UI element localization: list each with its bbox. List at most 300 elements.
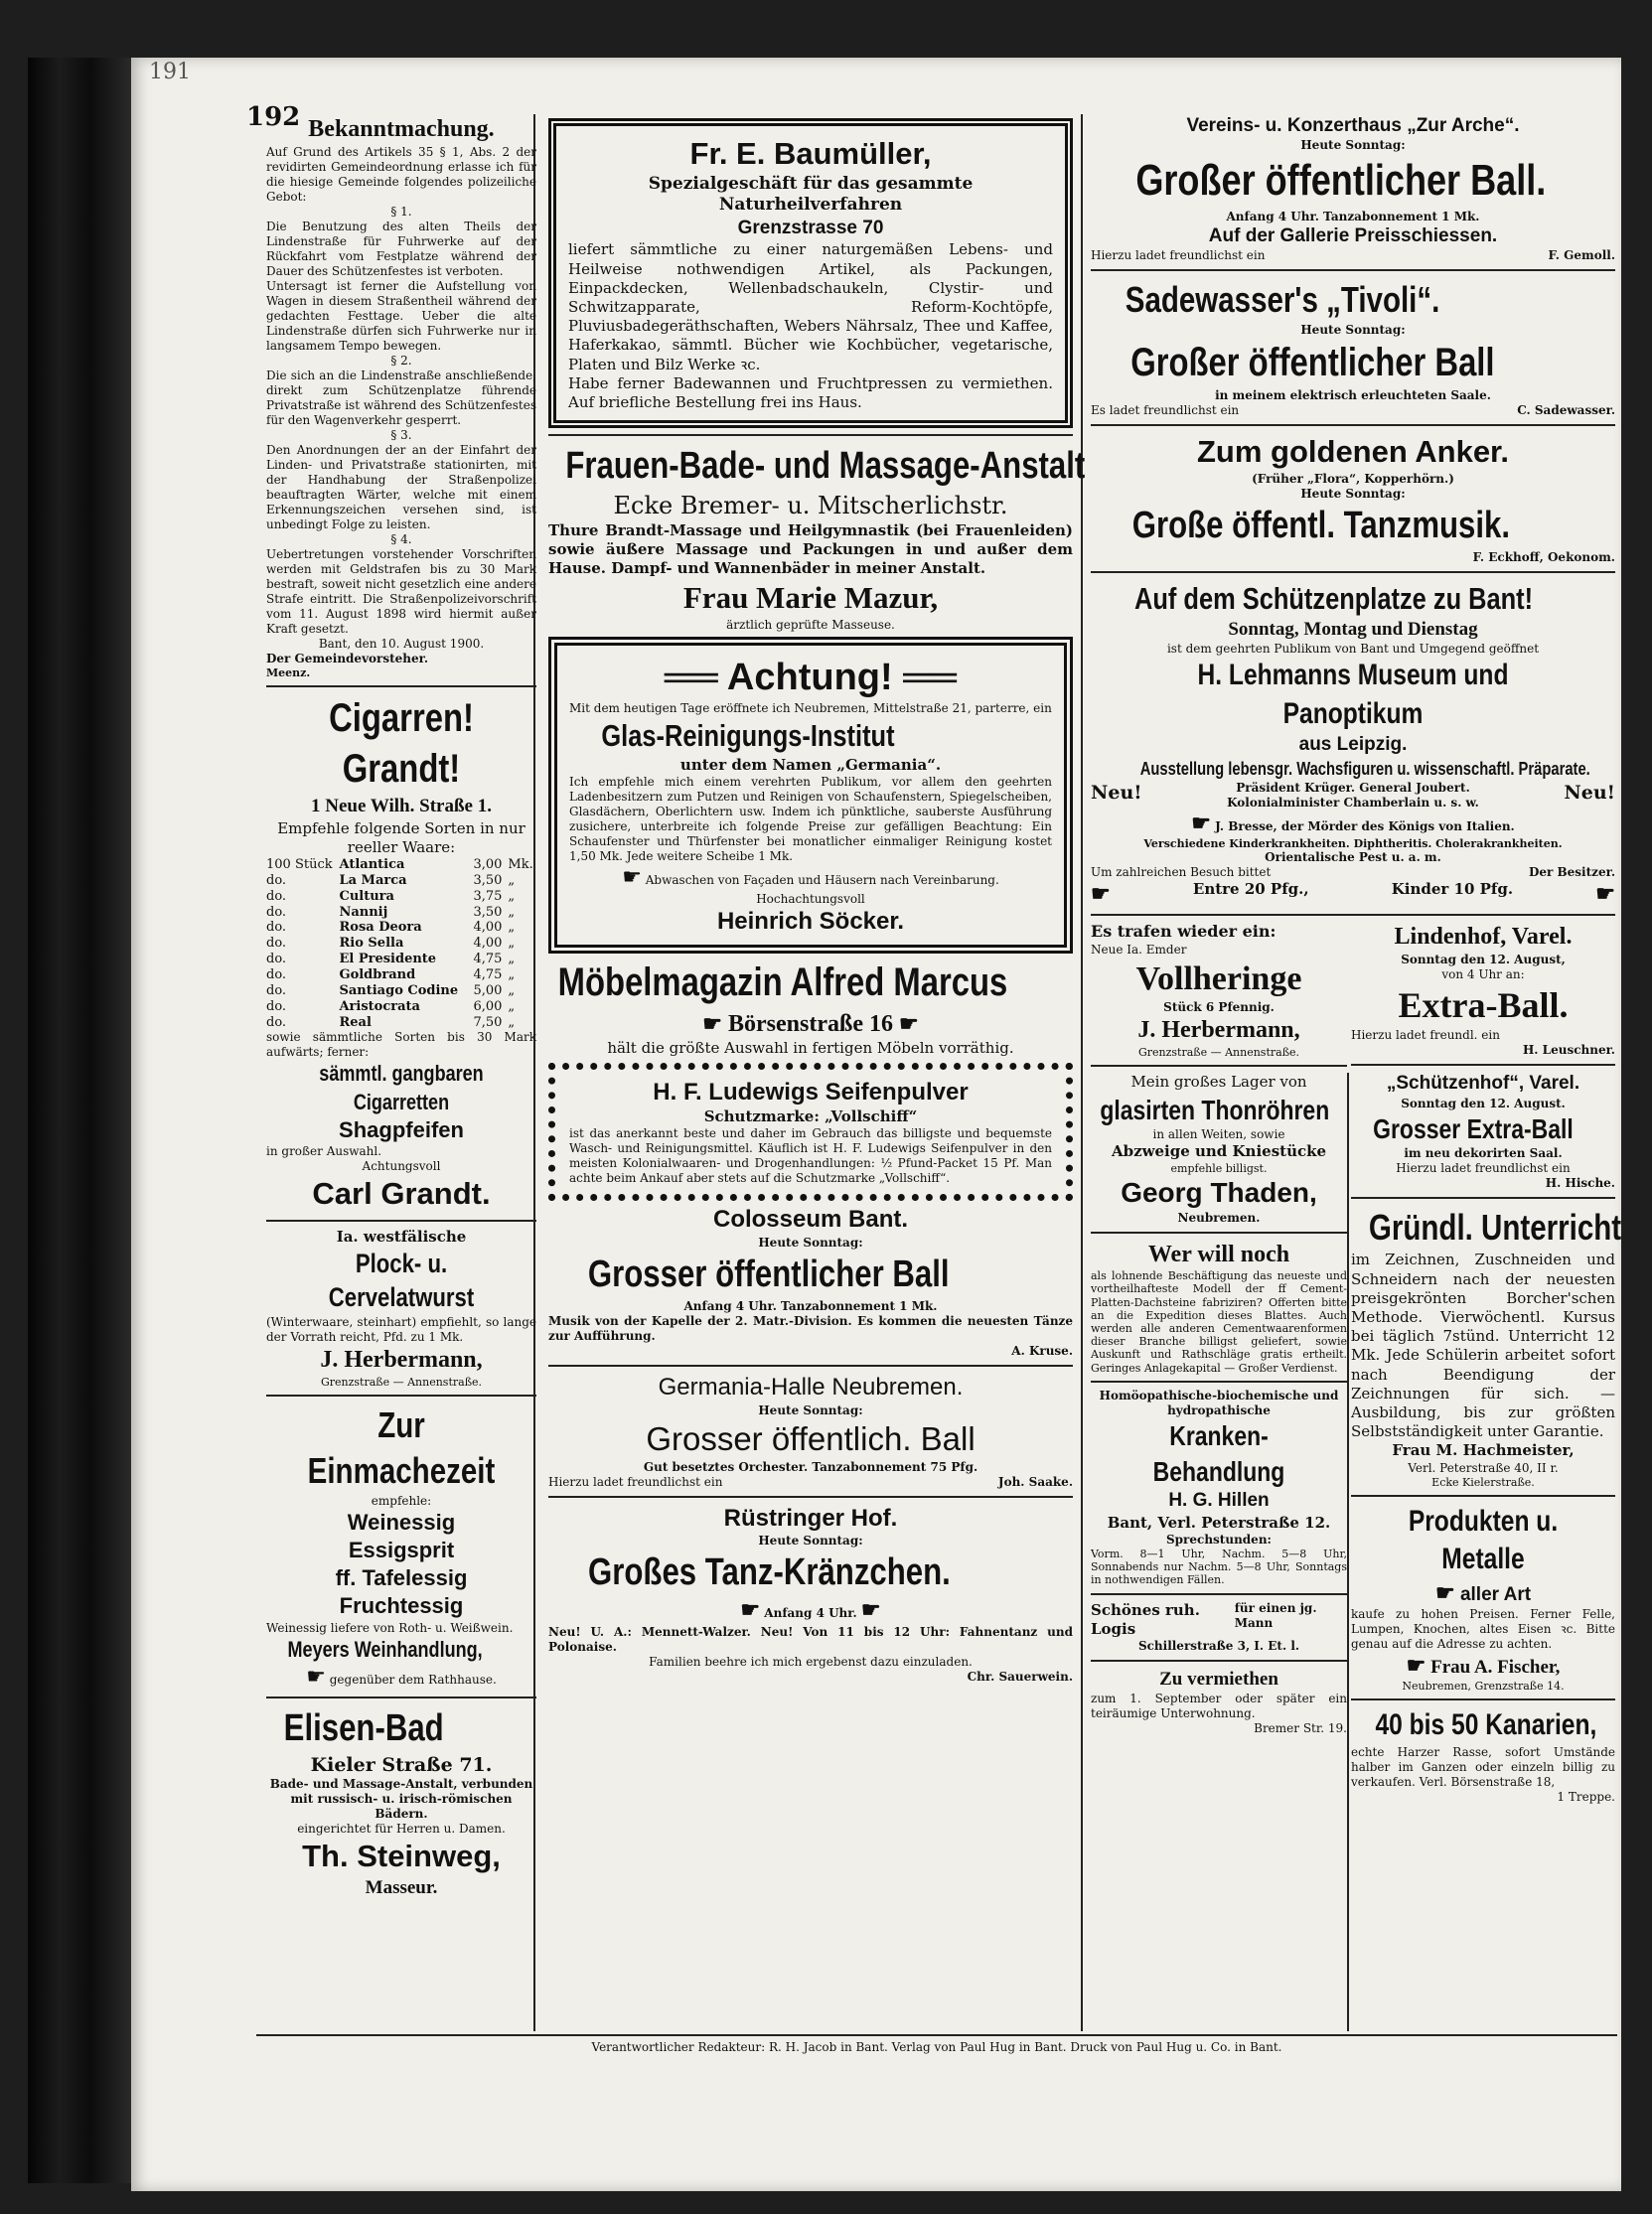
colosseum-line: Anfang 4 Uhr. Tanzabonnement 1 Mk. [683, 1298, 938, 1313]
tivoli-ball: Großer öffentlicher Ball [1130, 341, 1495, 385]
baumueller-sub: Spezialgeschäft für das gesammte Naturheilverfahren [648, 173, 974, 216]
divider [1091, 914, 1615, 916]
moebel-title: Möbelmagazin Alfred Marcus [557, 960, 1008, 1005]
tivoli-sub: Heute Sonntag: [1300, 323, 1406, 338]
ruestringer-start: Anfang 4 Uhr. [764, 1606, 857, 1621]
ruestringer-line: Neu! U. A.: Mennett-Walzer. Neu! Von 11 bis 12 Uhr: Fahnentanz und Polonaise. [548, 1624, 1073, 1654]
hand-icon: ☛ [622, 865, 642, 891]
lindenhof-line: Hierzu ladet freundl. ein [1351, 1028, 1500, 1043]
ruestringer-sub: Heute Sonntag: [758, 1534, 863, 1549]
cigar-price: 6,00 [473, 998, 503, 1014]
frauenbad-title: Frauen-Bade- und Massage-Anstalt [565, 445, 1086, 488]
einmach-text: Weinessig liefere von Roth- u. Weißwein. [266, 1620, 514, 1635]
cigar-unit: Mk. [508, 856, 533, 872]
schuetzen-new-row [1091, 781, 1615, 811]
unterricht-title: Gründl. Unterricht [1368, 1207, 1622, 1249]
achtung-ad [548, 637, 1073, 955]
voll-address: Grenzstraße — Annenstraße. [1137, 1046, 1300, 1060]
hand-icon: ☛ [1595, 881, 1615, 908]
unterricht-address: Ecke Kielerstraße. [1431, 1475, 1535, 1489]
cigar-row [266, 999, 536, 1015]
einmach-title: Zur Einmachezeit [307, 1403, 496, 1491]
frauenbad-ad [548, 442, 1086, 633]
produkten-address: Neubremen, Grenzstraße 14. [1402, 1680, 1565, 1694]
schuetzenhof-title: „Schützenhof“, Varel. [1386, 1073, 1580, 1095]
elisen-note: eingerichtet für Herren u. Damen. [297, 1822, 506, 1837]
divider [1091, 424, 1615, 426]
wurst-title: Plock- u. Cervelatwurst [328, 1248, 475, 1313]
section-number: § 2. [390, 353, 412, 368]
ruestringer-main: Großes Tanz-Kränzchen. [588, 1551, 951, 1594]
cigar-qty: do. [266, 952, 287, 967]
thaden-title: glasirten Thonröhren [1100, 1094, 1330, 1125]
wurst-ad [266, 1228, 536, 1389]
section-number: § 3. [390, 427, 412, 442]
bekanntmachung-sign: Der Gemeindevorsteher. [266, 651, 429, 665]
seife-mark: Schutzmarke: „Vollschiff“ [703, 1107, 918, 1126]
thaden-line: Abzweige und Kniestücke [1111, 1142, 1327, 1161]
cigar-name: Atlantica [339, 856, 405, 872]
divider [548, 434, 1073, 436]
grandt-title: Cigarren! Grandt! [329, 695, 474, 792]
germania-ad [548, 1373, 1073, 1490]
section-text: Den Anordnungen der an der Einfahrt der Linden- und Privatstraße stationirten, mit der Handhabung der Straßenpolizei beauftragten Wärter, welche mit einem Erkennungszeichen versehen sind, ist unbedingt Folge zu leisten. [266, 442, 536, 531]
ruestringer-name: Chr. Sauerwein. [967, 1669, 1073, 1684]
cigar-row [266, 952, 536, 967]
schuetzen-neu: Neu! [1091, 781, 1142, 804]
lindenhof-main: Extra-Ball. [1398, 985, 1569, 1026]
cigar-unit: „ [508, 920, 516, 936]
cigar-price: 5,00 [473, 982, 503, 998]
divider [1091, 1593, 1347, 1595]
wurst-address: Grenzstraße — Annenstraße. [320, 1375, 483, 1389]
wurst-line: Ia. westfälische [336, 1227, 467, 1246]
cigar-row [266, 983, 536, 999]
bekanntmachung [266, 114, 536, 679]
schuetzenhof-line: Hierzu ladet freundlichst ein [1396, 1161, 1571, 1176]
einmach-address: gegenüber dem Rathhause. [329, 1672, 497, 1687]
cigar-unit: „ [508, 982, 516, 998]
einmach-item: Essigsprit [348, 1538, 455, 1563]
schuetzen-price-adult: Entre 20 Pfg., [1192, 880, 1309, 899]
arche-line: Auf der Gallerie Preisschiessen. [1208, 224, 1498, 246]
section-text: Untersagt ist ferner die Aufstellung von Wagen in diesem Straßentheil während der gedachten Festtage. Ueber die alte Lindenstraße dürfen sich Fuhrwerke nur in langsamem Tempo bewegen. [266, 278, 536, 353]
divider [1351, 1064, 1615, 1066]
cigar-row [266, 857, 536, 873]
cigar-price: 3,00 [473, 856, 503, 872]
wurst-name: J. Herbermann, [320, 1346, 483, 1373]
achtung-title: ══ Achtung! ══ [664, 656, 958, 698]
cigar-qty: do. [266, 904, 287, 920]
logis-line: Schönes ruh. Logis [1091, 1600, 1200, 1638]
divider [1091, 571, 1615, 573]
cigar-unit: „ [508, 888, 516, 904]
cigar-name: El Presidente [339, 952, 437, 967]
grandt-address: 1 Neue Wilh. Straße 1. [311, 796, 492, 817]
divider [1351, 1197, 1615, 1199]
schuetzen-line: Verschiedene Kinderkrankheiten. Diphtheritis. Cholerakrankheiten. [1143, 837, 1563, 851]
lindenhof-line: von 4 Uhr an: [1441, 967, 1525, 982]
schuetzen-from: aus Leipzig. [1298, 734, 1408, 756]
germania-ball: Grosser öffentlich. Ball [646, 1419, 976, 1457]
schuetzenhof-line: im neu dekorirten Saal. [1404, 1146, 1563, 1161]
page-number: 192 [246, 102, 301, 132]
anker-title: Zum goldenen Anker. [1196, 434, 1510, 470]
column-rule-2 [1081, 114, 1083, 2031]
cigar-price: 3,50 [473, 904, 503, 920]
cigar-row [266, 1015, 536, 1031]
produkten-title: Produkten u. Metalle [1408, 1504, 1559, 1576]
divider [1091, 269, 1615, 271]
colosseum-name: A. Kruse. [1011, 1343, 1073, 1358]
cigar-name: Aristocrata [339, 998, 420, 1014]
voll-title: Vollheringe [1135, 959, 1302, 997]
thaden-name: Georg Thaden, [1121, 1176, 1317, 1208]
elisen-role: Masseur. [365, 1876, 438, 1898]
wurst-text: (Winterwaare, steinhart) empfiehlt, so lange der Vorrath reicht, Pfd. zu 1 Mk. [266, 1314, 536, 1344]
lindenhof-line: Sonntag den 12. August, [1401, 953, 1566, 967]
schuetzenhof-line: Sonntag den 12. August. [1401, 1096, 1566, 1110]
cigar-qty: do. [266, 982, 287, 998]
right-split [1091, 922, 1622, 1905]
hillen-ad [1091, 1389, 1347, 1587]
thaden-line: Mein großes Lager von [1130, 1073, 1307, 1092]
cigar-unit: „ [508, 966, 516, 982]
cigar-qty: do. [266, 872, 287, 888]
colosseum-sub: Heute Sonntag: [758, 1236, 863, 1251]
schuetzen-line: Ausstellung lebensgr. Wachsfiguren u. wissenschaftl. Präparate. [1139, 758, 1590, 779]
cigar-unit: „ [508, 904, 516, 920]
achtung-regards: Hochachtungsvoll [756, 891, 865, 906]
elisen-title: Elisen-Bad [283, 1707, 444, 1750]
arche-sub: Heute Sonntag: [1300, 138, 1406, 153]
cigar-row [266, 889, 536, 905]
einmach-sub: empfehle: [371, 1493, 432, 1508]
arche-title: Vereins- u. Konzerthaus „Zur Arche“. [1186, 115, 1520, 136]
cigar-name: Real [339, 1014, 372, 1030]
bekanntmachung-name: Meenz. [266, 665, 311, 679]
schuetzen-line: Präsident Krüger. General Joubert. [1236, 780, 1470, 795]
baumueller-address: Grenzstrasse 70 [737, 218, 884, 239]
bekanntmachung-intro: Auf Grund des Artikels 35 § 1, Abs. 2 der revidirten Gemeindeordnung erlasse ich für die hiesige Gemeinde folgendes polizeiliche Gebot: [266, 144, 536, 204]
werwill-text: als lohnende Beschäftigung das neueste und vortheilhafteste Modell der ff Cement-Platten-Dachsteine fabriziren? Offerten bitte an die Expedition dieses Blattes. Auch werden alle anderen Cementwaarenformen dieser Branche billigst geliefert, sowie Auskunft und Rathschläge gratis ertheilt. Geringes Anlagekapital — Großer Verdienst. [1091, 1269, 1347, 1375]
achtung-extra: Abwaschen von Façaden und Häusern nach Vereinbarung. [645, 873, 999, 888]
grandt-more: sowie sämmtliche Sorten bis 30 Mark aufwärts; ferner: [266, 1030, 536, 1060]
germania-line: Gut besetztes Orchester. Tanzabonnement 75 Pfg. [643, 1459, 978, 1474]
divider [548, 1365, 1073, 1367]
schuetzen-neu: Neu! [1564, 781, 1615, 804]
section-text: Uebertretungen vorstehender Vorschriften werden mit Geldstrafen bis zu 30 Mark bestraft, soweit nicht gesetzlich eine andere Strafe eintritt. Die Straßenpolizeivorschrift vom 11. August 1898 wird hiermit außer Kraft gesetzt. [266, 546, 536, 636]
achtung-institute: Glas-Reinigungs-Institut [601, 718, 895, 754]
hillen-sub: Sprechstunden: [1166, 1532, 1272, 1547]
vermiethen-address: Bremer Str. 19. [1254, 1721, 1347, 1736]
cigar-unit: „ [508, 998, 516, 1014]
lindenhof-title: Lindenhof, Varel. [1394, 924, 1573, 951]
schuetzen-title: Auf dem Schützenplatze zu Bant! [1134, 580, 1534, 616]
divider [1091, 1065, 1347, 1067]
divider [266, 1220, 536, 1222]
cigar-unit: „ [508, 952, 516, 967]
thaden-line: in allen Weiten, sowie [1152, 1127, 1285, 1142]
cigar-price-table [266, 857, 536, 1030]
produkten-name: Frau A. Fischer, [1430, 1656, 1561, 1678]
elisen-name: Th. Steinweg, [302, 1839, 501, 1874]
elisen-address: Kieler Straße 71. [310, 1753, 493, 1776]
column-left [266, 114, 536, 1900]
grandt-pipes: Shagpfeifen [339, 1116, 464, 1142]
cigar-price: 4,00 [473, 920, 503, 936]
moebel-ad [548, 958, 1073, 1058]
voll-line: Es trafen wieder ein: [1091, 922, 1277, 942]
logis-address: Schillerstraße 3, I. Et. l. [1137, 1638, 1300, 1653]
unterricht-name: Frau M. Hachmeister, [1392, 1441, 1575, 1460]
hand-icon: ☛ [702, 1010, 722, 1036]
anker-name: F. Eckhoff, Oekonom. [1472, 549, 1615, 564]
germania-sub: Heute Sonntag: [758, 1402, 863, 1417]
column-middle [548, 114, 1086, 1685]
divider [1351, 1495, 1615, 1497]
cigar-name: La Marca [339, 872, 407, 888]
cigar-qty: do. [266, 966, 287, 982]
lindenhof-name: H. Leuschner. [1522, 1043, 1615, 1058]
frauenbad-address: Ecke Bremer- u. Mitscherlichstr. [613, 491, 1008, 519]
einmach-ad [266, 1402, 536, 1691]
divider [1351, 1698, 1615, 1700]
grandt-ad [266, 693, 536, 1214]
seife-text: ist das anerkannt beste und daher im Gebrauch das billigste und bequemste Wasch- und Reinigungsmittel. Käuflich ist H. F. Ludewigs Seifenpulver in den meisten Kolonialwaaren- und Drogenhandlungen: ½ Pfund-Packet 15 Pf. Man achte beim Ankauf aber stets auf die Schutzmarke „Vollschiff“. [569, 1126, 1052, 1186]
schuetzen-line: Kolonialminister Chamberlain u. s. w. [1227, 795, 1479, 810]
elisen-text: Bade- und Massage-Anstalt, verbunden mit russisch- u. irisch-römischen Bädern. [269, 1777, 533, 1822]
cigar-qty: do. [266, 920, 287, 936]
grandt-regards: Achtungsvoll [362, 1158, 441, 1173]
werwill-ad [1091, 1240, 1347, 1375]
cigar-name: Goldbrand [339, 966, 416, 982]
arche-line: Hierzu ladet freundlichst ein [1091, 247, 1266, 262]
ruestringer-ad [548, 1504, 1073, 1685]
seife-ad [548, 1063, 1073, 1202]
cigar-row [266, 905, 536, 921]
achtung-text: Ich empfehle mich einem verehrten Publikum, vor allem den geehrten Ladenbesitzern zum Putzen und Reinigen von Schaufenstern, Spiegelscheiben, Glasdächern, Oberlichtern usw. Indem ich pünktliche, sauberste Ausführung zusichere, unterbreite ich folgende Preise zur gefälligen Beachtung: Ein Schaufenster und Thürfenster bei monatlicher einmaliger Reinigung kostet 1,50 Mk. Jede weitere Scheibe 1 Mk. [569, 775, 1052, 864]
divider [548, 1496, 1073, 1498]
vermiethen-text: zum 1. September oder später ein teiräumige Unterwohnung. [1091, 1692, 1347, 1721]
schuetzen-days: Sonntag, Montag und Dienstag [1228, 619, 1478, 641]
schuetzenhof-ad [1351, 1072, 1615, 1191]
tivoli-title: Sadewasser's „Tivoli“. [1125, 278, 1440, 320]
kanarien-title: 40 bis 50 Kanarien, [1375, 1708, 1597, 1742]
schuetzen-line: J. Bresse, der Mörder des Königs von Italien. [1215, 818, 1515, 833]
imprint-footer: Verantwortlicher Redakteur: R. H. Jacob in Bant. Verlag von Paul Hug in Bant. Druck von Paul Hug u. Co. in Bant. [256, 2034, 1617, 2054]
baumueller-ad [548, 118, 1073, 428]
cigar-row [266, 920, 536, 936]
cigar-unit: „ [508, 872, 516, 888]
baumueller-name: Fr. E. Baumüller, [689, 136, 932, 171]
einmach-item: ff. Tafelessig [335, 1565, 468, 1591]
kanarien-text: echte Harzer Rasse, sofort Umstände halber im Ganzen oder einzeln billig zu verkaufen. Verl. Börsenstraße 18, [1351, 1744, 1615, 1789]
cigar-name: Cultura [339, 888, 394, 904]
schuetzenhof-name: H. Hische. [1545, 1176, 1615, 1191]
book-binding [28, 58, 132, 2183]
cigar-qty: 100 Stück [266, 856, 333, 872]
section-text: Die sich an die Lindenstraße anschließende, direkt zum Schützenplatze führende Privatstraße ist während des Schützenfestes für den Wagenverkehr gesperrt. [266, 368, 536, 427]
bekanntmachung-title: Bekanntmachung. [308, 116, 495, 142]
column-right [1091, 114, 1622, 1905]
hand-icon: ☛ [306, 1664, 326, 1690]
section-text: Die Benutzung des alten Theils der Lindenstraße für Fuhrwerke auf der Rückfahrt vom Festplatze während der Dauer des Schützenfestes ist verboten. [266, 219, 536, 278]
colosseum-ad [548, 1205, 1073, 1358]
hand-icon: ☛ [1434, 1579, 1455, 1605]
schuetzen-line: Orientalische Pest u. a. m. [1265, 850, 1441, 865]
voll-line: Neue Ia. Emder [1091, 942, 1187, 957]
ruestringer-line: Familien beehre ich mich ergebenst dazu einzuladen. [649, 1654, 973, 1669]
anker-line: (Früher „Flora“, Kopperhörn.) [1252, 471, 1454, 486]
vermiethen-title: Zu vermiethen [1159, 1668, 1278, 1690]
germania-name: Joh. Saake. [997, 1474, 1073, 1489]
cigar-name: Santiago Codine [339, 982, 459, 998]
right-right-subcolumn [1351, 922, 1622, 1804]
germania-title: Germania-Halle Neubremen. [658, 1373, 964, 1401]
hand-icon: ☛ [740, 1597, 761, 1624]
elisen-ad [266, 1704, 536, 1900]
divider [266, 685, 536, 687]
frauenbad-name: Frau Marie Mazur, [682, 580, 939, 616]
divider [1091, 1381, 1347, 1383]
hand-icon: ☛ [898, 1010, 919, 1036]
hand-icon: ☛ [1406, 1652, 1427, 1678]
arche-line: Anfang 4 Uhr. Tanzabonnement 1 Mk. [1226, 209, 1480, 223]
anker-sub: Heute Sonntag: [1300, 486, 1406, 501]
divider [1091, 1660, 1347, 1662]
schuetzen-ad [1091, 579, 1615, 909]
cigar-qty: do. [266, 888, 287, 904]
seife-title: H. F. Ludewigs Seifenpulver [653, 1078, 969, 1106]
schuetzen-museum: H. Lehmanns Museum und Panoptikum [1197, 659, 1509, 730]
grandt-pipes-note: in großer Auswahl. [266, 1143, 382, 1158]
cigar-qty: do. [266, 936, 287, 952]
cigar-name: Rio Sella [339, 936, 404, 952]
grandt-signature: Carl Grandt. [312, 1175, 491, 1211]
tivoli-ad [1091, 277, 1615, 418]
colosseum-ball: Grosser öffentlicher Ball [587, 1254, 950, 1296]
produkten-sub: aller Art [1459, 1583, 1532, 1605]
schuetzen-owner: Der Besitzer. [1528, 865, 1615, 880]
grandt-cigarettes: sämmtl. gangbaren Cigarretten [319, 1061, 484, 1114]
right-left-subcolumn [1091, 922, 1347, 1736]
cigar-row [266, 936, 536, 952]
cigar-qty: do. [266, 1014, 287, 1030]
moebel-address: Börsenstraße 16 [728, 1010, 893, 1037]
frauenbad-role: ärztlich geprüfte Masseuse. [726, 617, 895, 632]
section-number: § 1. [390, 204, 412, 219]
hillen-name: H. G. Hillen [1168, 1490, 1270, 1512]
cigar-price: 4,00 [473, 936, 503, 952]
voll-ad [1091, 922, 1347, 1059]
hand-icon: ☛ [1191, 810, 1211, 836]
hillen-title: Kranken-Behandlung [1152, 1419, 1285, 1487]
cigar-unit: „ [508, 1014, 516, 1030]
cigar-qty: do. [266, 998, 287, 1014]
einmach-item: Fruchtessig [339, 1593, 464, 1619]
achtung-signature: Heinrich Söcker. [716, 907, 905, 935]
cigar-price: 4,75 [473, 952, 503, 967]
moebel-text: hält die größte Auswahl in fertigen Möbeln vorräthig. [607, 1039, 1014, 1058]
anker-main: Große öffentl. Tanzmusik. [1131, 504, 1511, 546]
page-number-top: 191 [149, 60, 191, 84]
cigar-price: 3,50 [473, 872, 503, 888]
achtung-intro: Mit dem heutigen Tage eröffnete ich Neubremen, Mittelstraße 21, parterre, ein [569, 701, 1052, 716]
germania-line: Hierzu ladet freundlichst ein [548, 1474, 723, 1489]
thaden-ad [1091, 1073, 1347, 1225]
ruestringer-title: Rüstringer Hof. [723, 1504, 898, 1532]
achtung-title-text: Achtung! [726, 656, 893, 698]
produkten-ad [1351, 1503, 1615, 1694]
cigar-row [266, 873, 536, 889]
cigar-price: 3,75 [473, 888, 503, 904]
colosseum-line: Musik von der Kapelle der 2. Matr.-Division. Es kommen die neuesten Tänze zur Aufführung. [548, 1313, 1073, 1343]
arche-name: F. Gemoll. [1548, 247, 1615, 262]
divider [1091, 1232, 1347, 1234]
kanarien-floor: 1 Treppe. [1557, 1789, 1615, 1804]
lindenhof-ad [1351, 922, 1615, 1058]
anker-ad [1091, 432, 1615, 564]
produkten-text: kaufe zu hohen Preisen. Ferner Felle, Lumpen, Knochen, altes Eisen ꝛc. Bitte genau auf die Adresse zu achten. [1351, 1606, 1615, 1651]
voll-line: Stück 6 Pfennig. [1163, 1000, 1275, 1015]
schuetzen-line: Um zahlreichen Besuch bittet [1091, 865, 1272, 880]
cigar-name: Rosa Deora [339, 920, 422, 936]
frauenbad-text: Thure Brandt-Massage und Heilgymnastik (bei Frauenleiden) sowie äußere Massage und Packungen in und außer dem Hause. Dampf- und Wannenbäder in meiner Anstalt. [548, 520, 1073, 577]
voll-name: J. Herbermann, [1137, 1017, 1300, 1044]
schuetzenhof-main: Grosser Extra-Ball [1373, 1112, 1574, 1144]
einmach-item: Weinessig [347, 1509, 456, 1535]
tivoli-line: in meinem elektrisch erleuchteten Saale. [1215, 388, 1491, 403]
vermiethen-ad [1091, 1668, 1347, 1736]
cigar-price: 7,50 [473, 1014, 503, 1030]
baumueller-note: Habe ferner Badewannen und Fruchtpressen zu vermiethen. Auf briefliche Bestellung frei ins Haus. [568, 373, 1053, 411]
hillen-line: Vorm. 8—1 Uhr, Nachm. 5—8 Uhr, Sonnabends nur Nachm. 5—8 Uhr, Sonntags in nothwendigen Fällen. [1091, 1547, 1347, 1587]
arche-ad [1091, 114, 1615, 263]
arche-ball: Großer öffentlicher Ball. [1135, 156, 1547, 206]
unterricht-address: Verl. Peterstraße 40, II r. [1408, 1460, 1559, 1475]
cigar-price: 4,75 [473, 966, 503, 982]
kanarien-ad [1351, 1706, 1615, 1804]
hand-icon: ☛ [860, 1597, 881, 1624]
logis-ad [1091, 1601, 1347, 1654]
unterricht-ad [1351, 1205, 1622, 1489]
tivoli-line: Es ladet freundlichst ein [1091, 403, 1240, 418]
logis-line: für einen jg. Mann [1234, 1600, 1317, 1630]
unterricht-text: im Zeichnen, Zuschneiden und Schneidern nach der neuesten preisgekrönten Borcher'schen Methode. Vierwöchentl. Kursus bei täglich 7stünd. Unterricht 12 Mk. Jede Schülerin arbeitet sofort nach Beendigung der Zeichnungen für sich. — Ausbildung, bis zur größten Selbstständigkeit unter Garantie. [1351, 1251, 1615, 1441]
hand-icon: ☛ [1091, 881, 1111, 908]
schuetzen-line: ist dem geehrten Publikum von Bant und Umgegend geöffnet [1166, 642, 1540, 657]
bekanntmachung-date: Bant, den 10. August 1900. [318, 636, 485, 651]
colosseum-title: Colosseum Bant. [712, 1206, 909, 1234]
achtung-name-line: unter dem Namen „Germania“. [679, 756, 942, 775]
cigar-row [266, 967, 536, 983]
thaden-line: empfehle billigst. [1170, 1161, 1268, 1175]
cigar-unit: „ [508, 936, 516, 952]
einmach-items [266, 1509, 536, 1621]
thaden-place: Neubremen. [1177, 1210, 1261, 1225]
divider [266, 1395, 536, 1397]
hillen-address: Bant, Verl. Peterstraße 12. [1107, 1513, 1331, 1532]
schuetzen-price-child: Kinder 10 Pfg. [1391, 880, 1514, 899]
tivoli-name: C. Sadewasser. [1517, 403, 1615, 418]
section-number: § 4. [390, 531, 412, 546]
grandt-intro: Empfehle folgende Sorten in nur reeller Waare: [277, 818, 526, 856]
divider [266, 1697, 536, 1698]
hillen-line: Homöopathische-biochemische und hydropathische [1099, 1388, 1339, 1417]
einmach-shop: Meyers Weinhandlung, [287, 1636, 483, 1662]
baumueller-text: liefert sämmtliche zu einer naturgemäßen Lebens- und Heilweise nothwendigen Artikel, als Packungen, Einpackdecken, Wellenbadschaukeln, Clystir- und Schwitzapparate, Reform-Kochtöpfe, Pluviusbadegeräthschaften, Webers Nährsalz, Thee und Kaffee, Haferkakao, sämmtl. Bücher wie Kochbücher, vegetarische, Platen und Bilz Werke ꝛc. [568, 240, 1053, 373]
